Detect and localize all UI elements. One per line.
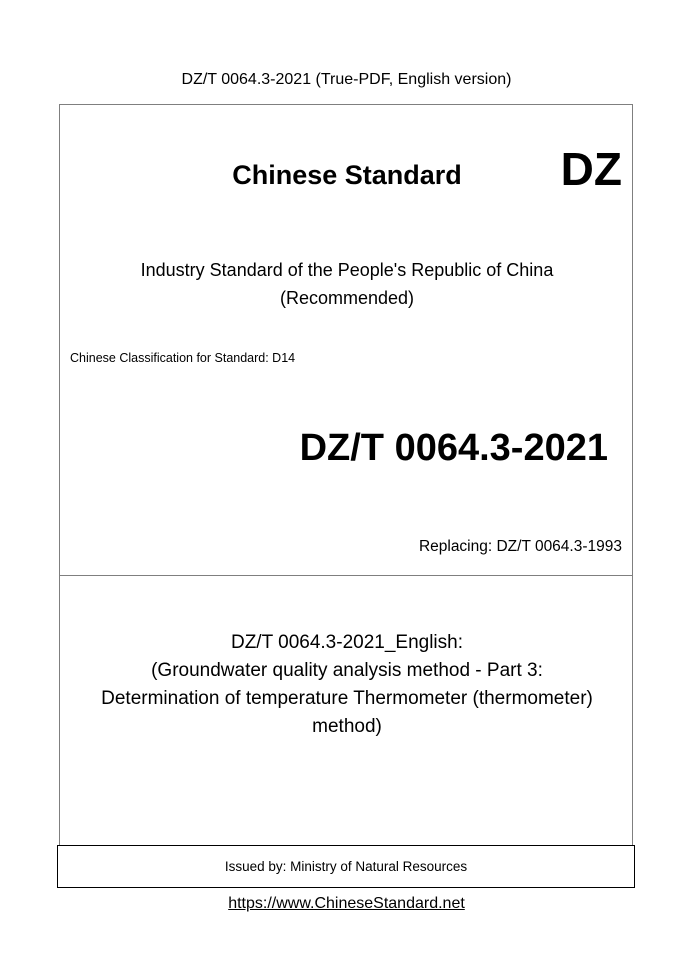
english-title-line: Determination of temperature Thermometer (thermometer) [101, 688, 593, 709]
standard-code-badge: DZ [560, 143, 622, 195]
issuer-box [57, 845, 635, 888]
english-title-block [60, 629, 634, 741]
section-divider [60, 575, 632, 576]
cover-frame [59, 104, 633, 885]
website-link[interactable]: https://www.ChineseStandard.net [228, 895, 465, 912]
issuer-text: Issued by: Ministry of Natural Resources [224, 858, 468, 874]
recommended-line: (Recommended) [279, 288, 415, 308]
classification-text: Chinese Classification for Standard: D14 [70, 351, 296, 365]
english-title-line: method) [312, 716, 382, 737]
document-header: DZ/T 0064.3-2021 (True-PDF, English version) [181, 71, 512, 88]
replacing-text: Replacing: DZ/T 0064.3-1993 [418, 538, 622, 555]
industry-line: Industry Standard of the People's Republic of China [140, 260, 554, 280]
english-title-line: DZ/T 0064.3-2021_English: [230, 632, 464, 653]
footer [0, 894, 693, 914]
industry-statement [60, 256, 634, 312]
english-title-line: (Groundwater quality analysis method - Part 3: [151, 660, 543, 681]
standard-number: DZ/T 0064.3-2021 [299, 427, 608, 469]
cover-title: Chinese Standard [232, 160, 462, 190]
